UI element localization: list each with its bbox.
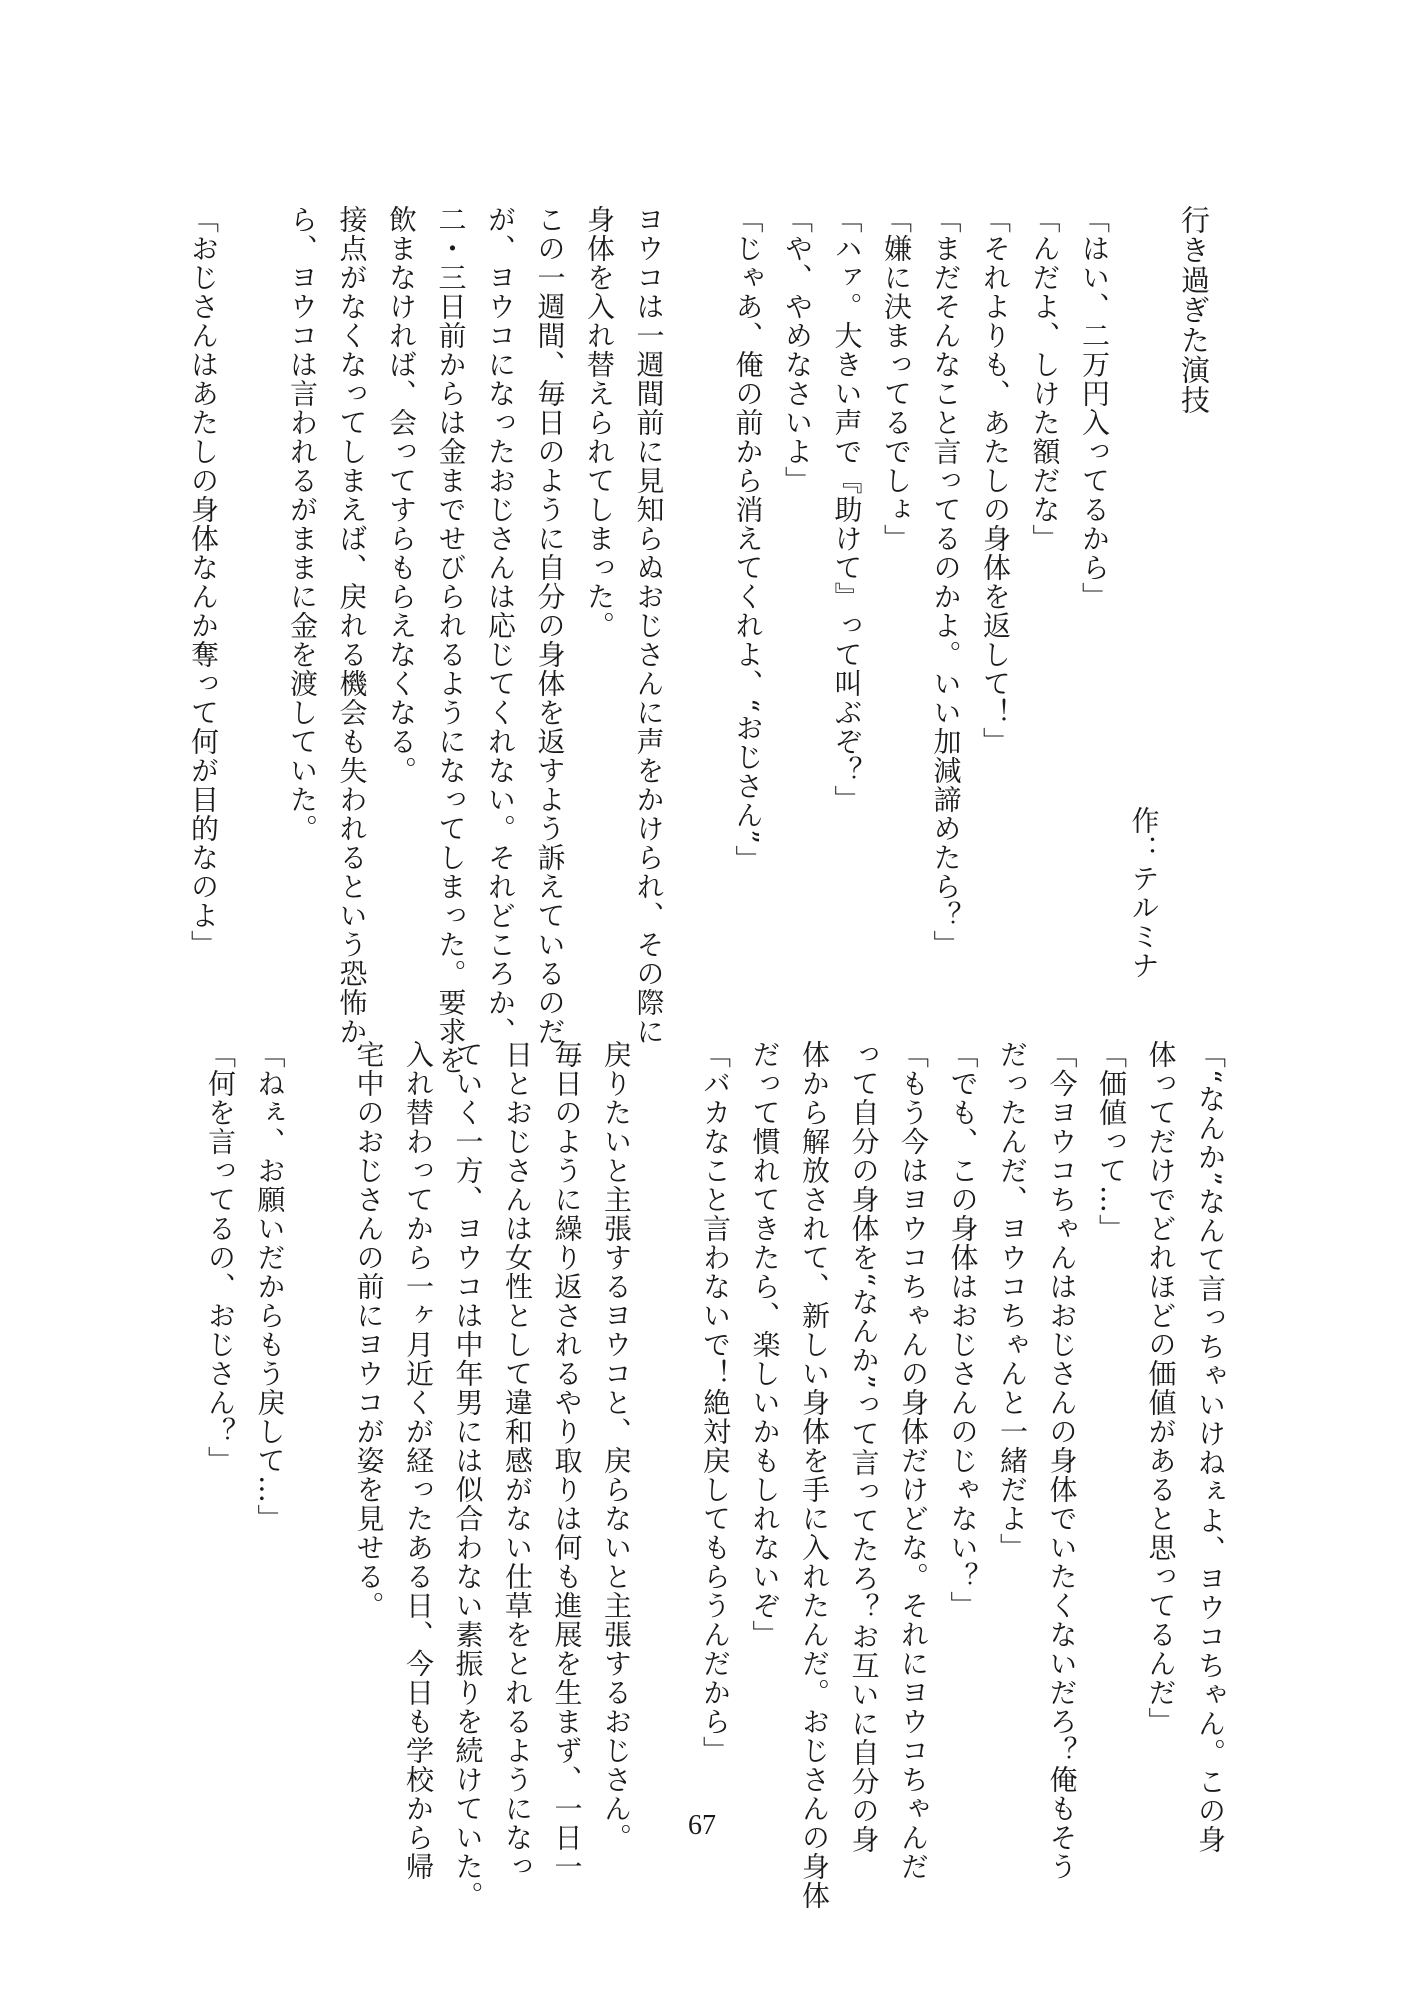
text-column: ら、ヨウコは言われるがままに金を渡していた。 [286, 205, 319, 843]
text-column: 「はい、二万円入ってるから」 [1078, 205, 1111, 611]
text-column: 「“なんか”なんて言っちゃいけねぇよ、ヨウコちゃん。この身 [1194, 1040, 1227, 1854]
text-column: 入れ替わってから一ヶ月近くが経ったある日、今日も学校から帰 [402, 1040, 435, 1881]
text-column: 日とおじさんは女性として違和感がない仕草をとれるようになっ [501, 1040, 534, 1881]
text-column: 「じゃあ、俺の前から消えてくれよ、“おじさん”」 [731, 205, 765, 874]
text-column: 「何を言ってるの、おじさん？」 [204, 1040, 237, 1475]
text-column: 「や、やめなさいよ」 [781, 205, 814, 495]
text-column: 「それよりも、あたしの身体を返して！」 [979, 205, 1012, 756]
text-column: 「バカなこと言わないで！絶対戻してもらうんだから」 [699, 1040, 732, 1765]
text-column: 「ハァ。大きい声で『助けて』って叫ぶぞ？」 [830, 205, 864, 814]
story-title: 行き過ぎた演技 [1177, 205, 1211, 415]
blank-line [228, 205, 278, 980]
text-column: 「嫌に決まってるでしょ」 [880, 205, 913, 553]
text-column: 宅中のおじさんの前にヨウコが姿を見せる。 [352, 1040, 386, 1620]
blank-line [674, 205, 724, 980]
upper-text-block [179, 205, 1219, 1075]
text-column: 毎日のように繰り返されるやり取りは何も進展を生まず、一日一 [550, 1040, 584, 1881]
story-author: 作：テルミナ [1127, 806, 1161, 980]
page-number: 67 [688, 1810, 716, 1841]
text-column: 「価値って…」 [1095, 1040, 1128, 1243]
text-column: 体から解放されて、新しい身体を手に入れたんだ。おじさんの身体 [798, 1040, 831, 1910]
blank-line [295, 1040, 345, 1815]
text-column: 体ってだけでどれほどの価値があると思ってるんだ」 [1144, 1040, 1178, 1736]
text-column: 接点がなくなってしまえば、戻れる機会も失われるという恐怖か [335, 205, 369, 1046]
text-column: 「でも、この身体はおじさんのじゃない？」 [946, 1040, 980, 1620]
text-column: この一週間、毎日のように自分の身体を返すよう訴えているのだ [533, 205, 567, 1046]
text-column: 「もう今はヨウコちゃんの身体だけどな。それにヨウコちゃんだ [897, 1040, 930, 1881]
text-column: ていく一方、ヨウコは中年男には似合わない素振りを続けていた。 [451, 1040, 485, 1910]
text-column: 身体を入れ替えられてしまった。 [583, 205, 616, 640]
text-column: だって慣れてきたら、楽しいかもしれないぞ」 [748, 1040, 782, 1649]
text-column: 飲まなければ、会ってすらもらえなくなる。 [385, 205, 418, 785]
text-column: が、ヨウコになったおじさんは応じてくれない。それどころか、 [484, 205, 517, 1046]
blank-line [641, 1040, 691, 1815]
text-column: ヨウコは一週間前に見知らぬおじさんに声をかけられ、その際に [632, 205, 666, 1046]
text-column: 戻りたいと主張するヨウコと、戻らないと主張するおじさん。 [600, 1040, 633, 1852]
text-column: 「今ヨウコちゃんはおじさんの身体でいたくないだろ？俺もそう [1045, 1040, 1079, 1881]
text-column: 「まだそんなこと言ってるのかよ。いい加減諦めたら？」 [929, 205, 963, 959]
text-column: 「んだよ、しけた額だな」 [1028, 205, 1062, 553]
text-column: 「おじさんはあたしの身体なんか奪って何が目的なのよ」 [187, 205, 220, 959]
text-column: って自分の身体を“なんか”って言ってたろ？お互いに自分の身 [847, 1040, 881, 1854]
text-column: だったんだ、ヨウコちゃんと一緒だよ」 [996, 1040, 1029, 1562]
text-column: 二・三日前からは金までせびられるようになってしまった。要求を [434, 205, 468, 1075]
text-column: 「ねぇ、お願いだからもう戻して…」 [253, 1040, 287, 1533]
